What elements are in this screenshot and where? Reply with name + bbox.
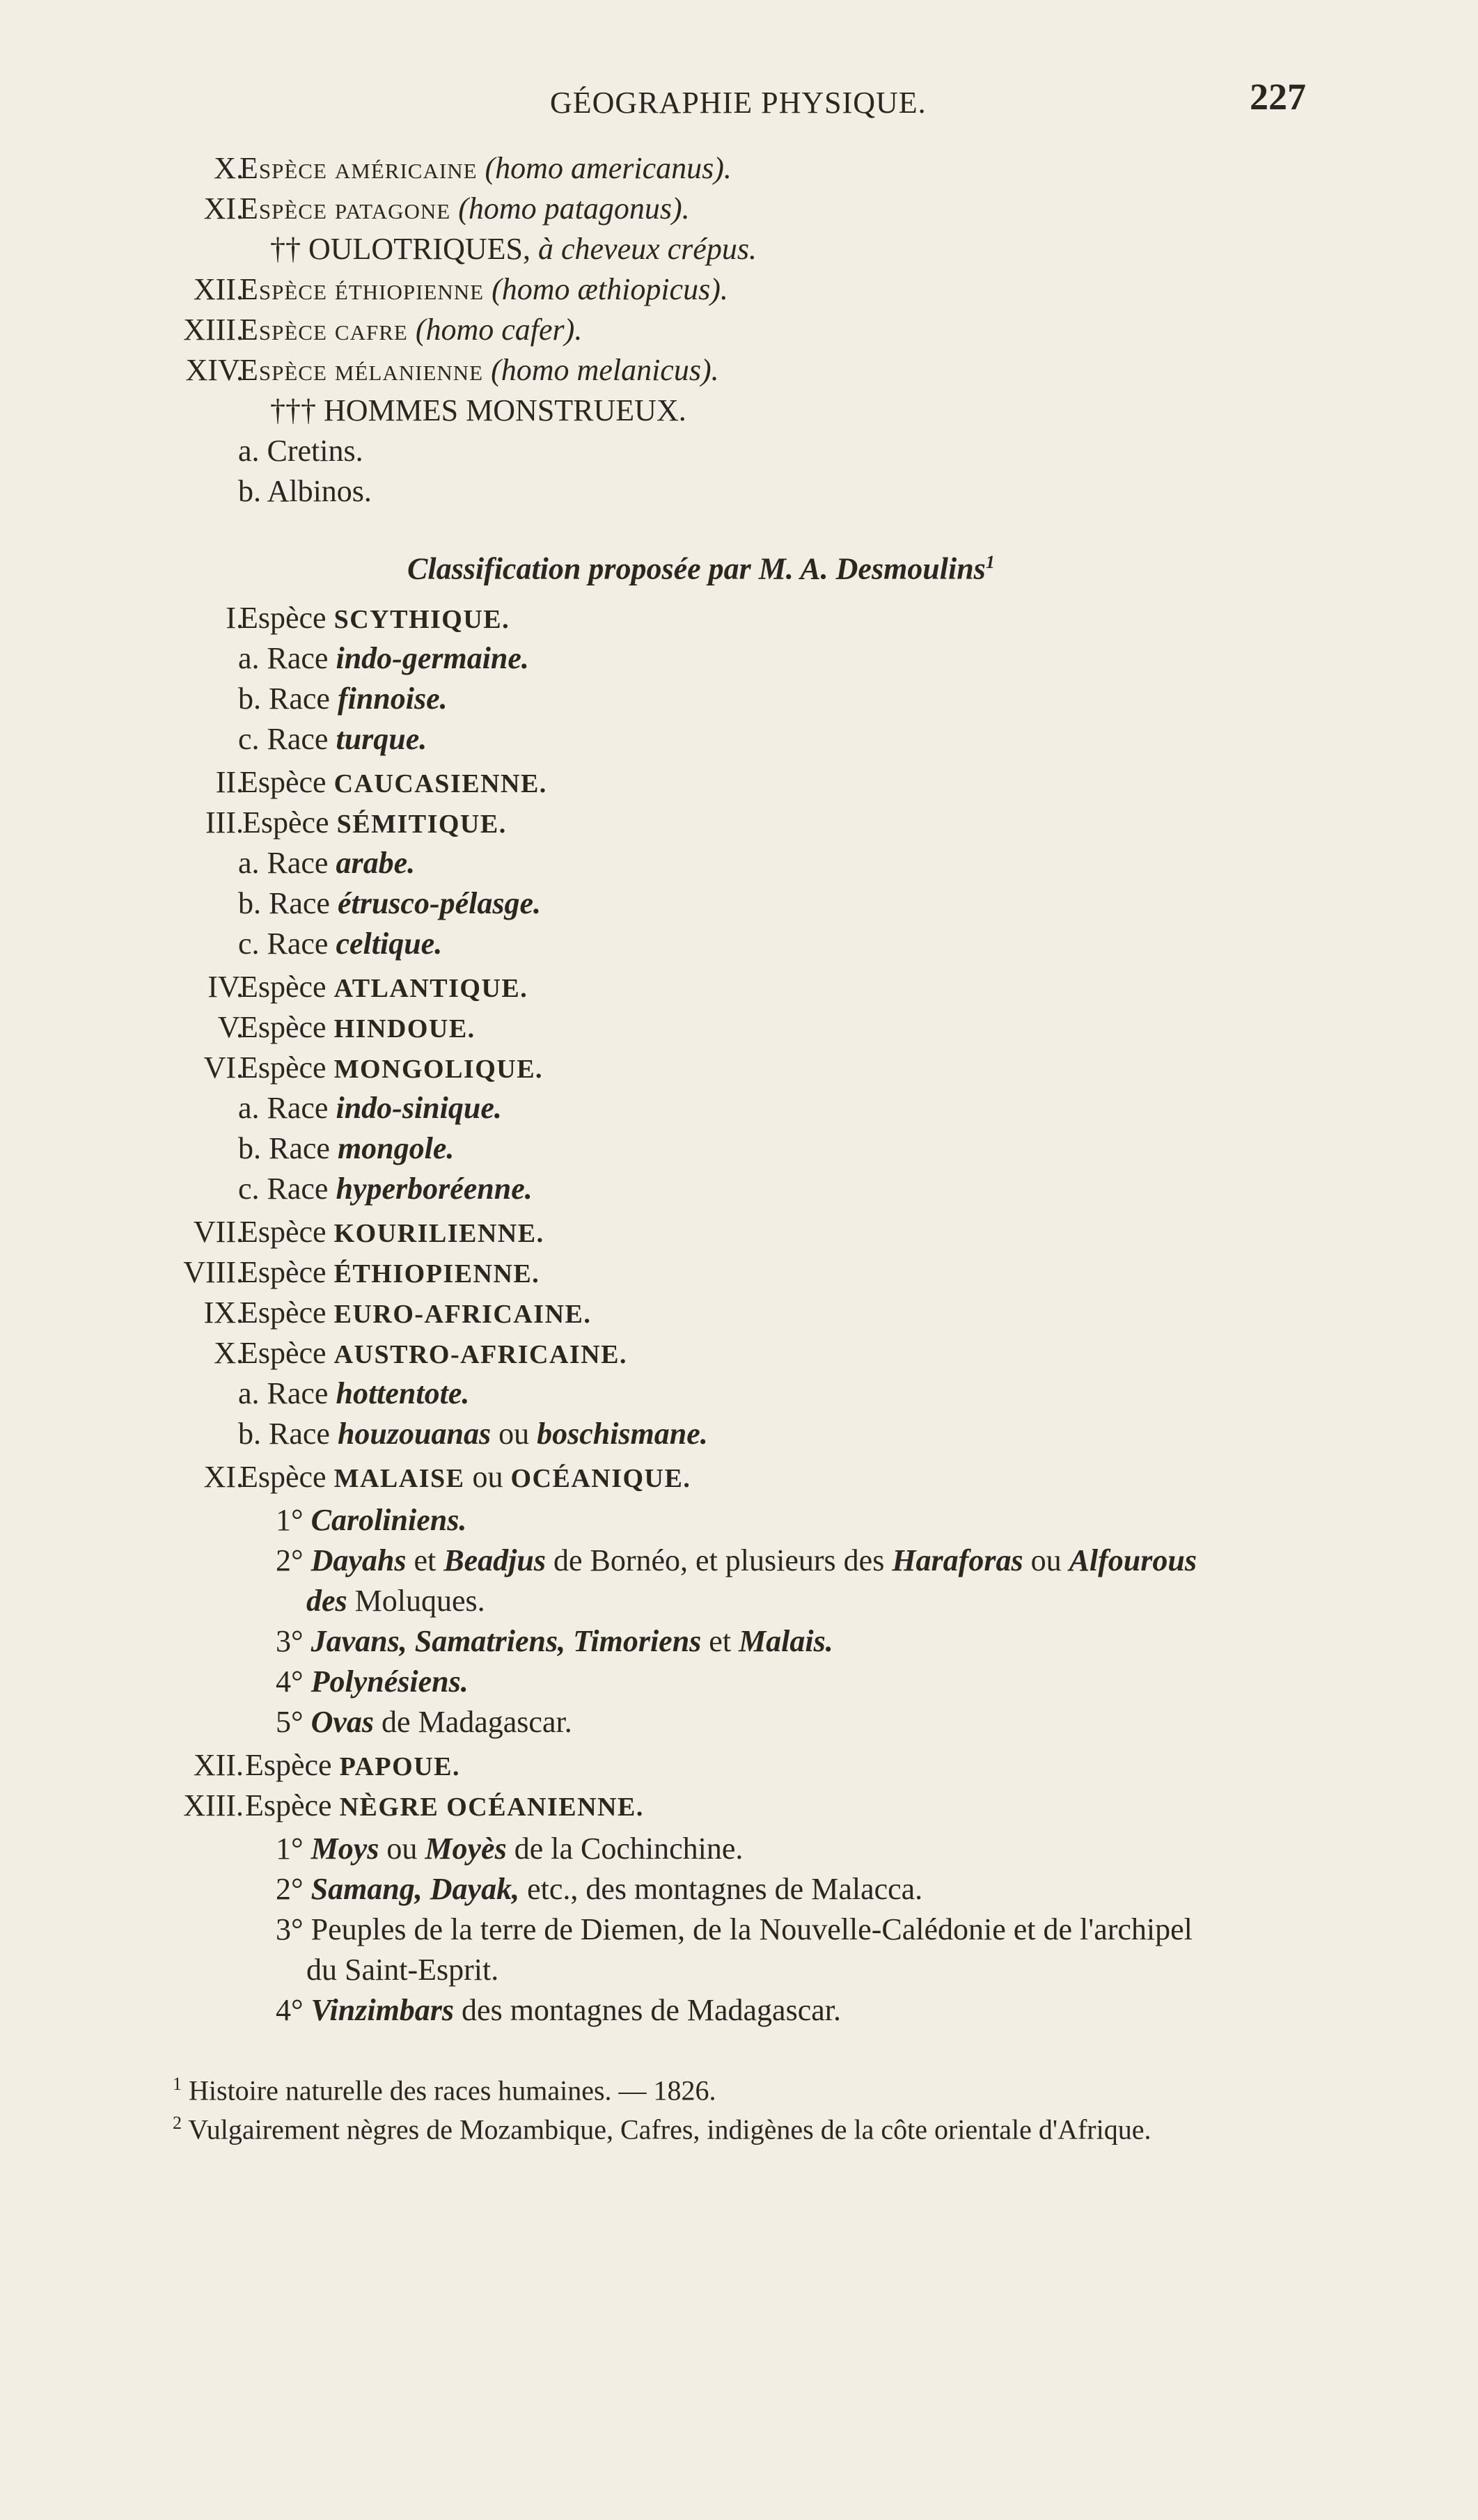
race-name: turque. bbox=[336, 722, 427, 756]
species-lead: Espèce bbox=[239, 1255, 327, 1289]
people-name: Vinzimbars bbox=[310, 1993, 455, 2027]
species-lead: Espèce bbox=[242, 805, 329, 840]
species-name: MALAISE bbox=[333, 1464, 465, 1493]
species-name: KOURILIENNE. bbox=[333, 1219, 544, 1248]
race-line bbox=[238, 679, 448, 718]
species-lead: Espèce bbox=[239, 1010, 327, 1044]
group-heading-monstrueux bbox=[270, 391, 686, 430]
people-line bbox=[276, 1829, 743, 1868]
race-line bbox=[238, 1089, 502, 1128]
footnote bbox=[173, 2104, 1151, 2149]
species-line bbox=[245, 1746, 460, 1786]
footnote-mark: 2 bbox=[173, 2113, 182, 2133]
race-name: indo-sinique. bbox=[336, 1091, 502, 1125]
species-lead: Espèce bbox=[239, 1215, 327, 1249]
text: du Saint-Esprit. bbox=[306, 1953, 499, 1987]
ordinal: 3° bbox=[276, 1912, 304, 1946]
people-name: Samang, Dayak, bbox=[310, 1872, 520, 1906]
ordinal: 2° bbox=[276, 1872, 304, 1906]
species-numeral: VII. bbox=[193, 1215, 244, 1249]
species-name: américaine bbox=[334, 151, 478, 185]
text: etc., des montagnes de Malacca. bbox=[527, 1872, 923, 1906]
species-lead: Espèce bbox=[239, 191, 327, 226]
running-header: GÉOGRAPHIE PHYSIQUE. bbox=[550, 86, 927, 120]
species-numeral: XI. bbox=[203, 1460, 244, 1494]
ordinal: 1° bbox=[276, 1503, 304, 1537]
species-line bbox=[239, 968, 528, 1008]
group-title: HOMMES MONSTRUEUX. bbox=[324, 393, 686, 427]
conjunction: ou bbox=[498, 1417, 530, 1451]
species-line bbox=[239, 763, 547, 803]
race-prefix: b. Race bbox=[238, 1131, 330, 1165]
species-line bbox=[239, 1253, 540, 1293]
species-name: NÈGRE OCÉANIENNE. bbox=[339, 1793, 644, 1822]
race-name: finnoise. bbox=[337, 682, 448, 716]
species-numeral: VIII. bbox=[183, 1255, 244, 1289]
people-line bbox=[276, 1910, 1193, 1949]
species-numeral: VI. bbox=[203, 1050, 244, 1085]
people-line bbox=[276, 1541, 1197, 1580]
people-name: Dayahs bbox=[310, 1543, 407, 1577]
dagger-mark: ††† bbox=[270, 393, 316, 427]
race-prefix: b. Race bbox=[238, 1417, 330, 1451]
species-line bbox=[239, 1048, 543, 1089]
species-name: HINDOUE. bbox=[333, 1014, 475, 1044]
ordinal: 5° bbox=[276, 1705, 304, 1739]
species-numeral: XII. bbox=[193, 272, 244, 306]
species-lead: Espèce bbox=[245, 1788, 332, 1822]
people-name: Polynésiens. bbox=[310, 1664, 469, 1699]
race-line bbox=[238, 1129, 454, 1168]
species-lead: Espèce bbox=[239, 1336, 327, 1370]
people-line bbox=[276, 1703, 572, 1742]
race-name: indo-germaine. bbox=[336, 641, 529, 675]
group-subtitle: à cheveux crépus. bbox=[537, 232, 757, 266]
race-line bbox=[238, 884, 541, 923]
race-prefix: b. Race bbox=[238, 682, 330, 716]
species-line bbox=[239, 1213, 544, 1253]
race-name: hottentote. bbox=[336, 1376, 470, 1410]
people-line bbox=[276, 1991, 841, 2030]
race-line bbox=[238, 639, 529, 678]
text: ou bbox=[386, 1832, 418, 1866]
species-name: patagone bbox=[334, 191, 451, 226]
race-name: celtique. bbox=[336, 927, 443, 961]
species-line bbox=[239, 351, 719, 390]
species-lead: Espèce bbox=[239, 970, 327, 1004]
species-lead: Espèce bbox=[239, 1296, 327, 1330]
race-line bbox=[238, 1170, 533, 1208]
race-name: boschismane. bbox=[537, 1417, 708, 1451]
species-numeral: XIII. bbox=[183, 313, 244, 347]
people-name: Moyès bbox=[425, 1832, 507, 1866]
species-lead: Espèce bbox=[239, 353, 327, 387]
species-lead: Espèce bbox=[239, 601, 327, 635]
race-line bbox=[238, 1415, 708, 1454]
species-latin: (homo melanicus). bbox=[491, 353, 719, 387]
race-prefix: a. Race bbox=[238, 1091, 329, 1125]
people-line bbox=[276, 1501, 466, 1540]
people-line bbox=[276, 1870, 922, 1909]
people-name: Haraforas bbox=[892, 1543, 1023, 1577]
text: et bbox=[709, 1624, 732, 1658]
species-lead: Espèce bbox=[239, 765, 327, 799]
species-numeral: III. bbox=[205, 805, 244, 840]
species-numeral: X. bbox=[214, 1336, 244, 1370]
text: ou bbox=[1030, 1543, 1062, 1577]
species-name: cafre bbox=[334, 313, 408, 347]
page-number: 227 bbox=[1250, 76, 1306, 118]
race-prefix: a. Race bbox=[238, 846, 329, 880]
species-name: EURO-AFRICAINE. bbox=[333, 1300, 592, 1329]
group-title: OULOTRIQUES, bbox=[308, 232, 530, 266]
species-line bbox=[245, 1786, 644, 1827]
ordinal: 1° bbox=[276, 1832, 304, 1866]
race-name: houzouanas bbox=[337, 1417, 492, 1451]
race-name: arabe. bbox=[336, 846, 416, 880]
species-numeral: IV. bbox=[207, 970, 244, 1004]
species-lead: Espèce bbox=[239, 272, 327, 306]
dagger-mark: †† bbox=[270, 232, 301, 266]
text: Moluques. bbox=[354, 1584, 485, 1618]
race-prefix: c. Race bbox=[238, 1172, 329, 1206]
ordinal: 2° bbox=[276, 1543, 304, 1577]
species-name: MONGOLIQUE. bbox=[333, 1055, 544, 1084]
species-line bbox=[239, 1008, 475, 1048]
species-line bbox=[239, 189, 690, 228]
race-line bbox=[238, 1374, 469, 1413]
people-name: Caroliniens. bbox=[310, 1503, 467, 1537]
species-numeral: XII. bbox=[193, 1748, 244, 1782]
race-prefix: c. Race bbox=[238, 927, 329, 961]
list-item: a. Cretins. bbox=[238, 434, 363, 468]
species-lead: Espèce bbox=[245, 1748, 332, 1782]
race-prefix: a. Race bbox=[238, 1376, 329, 1410]
race-prefix: c. Race bbox=[238, 722, 329, 756]
text: des montagnes de Madagascar. bbox=[462, 1993, 841, 2027]
species-name: éthiopienne bbox=[334, 272, 485, 306]
footnote-ref: 1 bbox=[985, 552, 995, 572]
ordinal: 4° bbox=[276, 1664, 304, 1699]
species-line bbox=[239, 149, 732, 188]
people-name: Moys bbox=[310, 1832, 379, 1866]
species-latin: (homo americanus). bbox=[485, 151, 732, 185]
species-name: ATLANTIQUE. bbox=[333, 974, 528, 1003]
species-name: SÉMITIQUE. bbox=[336, 810, 507, 839]
text: de la Cochinchine. bbox=[514, 1832, 744, 1866]
race-name: hyperboréenne. bbox=[336, 1172, 533, 1206]
footnote-text: Histoire naturelle des races humaines. — 1826. bbox=[189, 2074, 716, 2106]
race-prefix: b. Race bbox=[238, 886, 330, 920]
species-numeral: XI. bbox=[203, 191, 244, 226]
species-line bbox=[239, 1293, 591, 1334]
text: de Bornéo, et plusieurs des bbox=[553, 1543, 885, 1577]
ordinal: 4° bbox=[276, 1993, 304, 2027]
group-heading-oulotriques bbox=[270, 230, 757, 269]
people-line bbox=[276, 1662, 469, 1701]
people-name: des bbox=[306, 1584, 347, 1618]
text: et bbox=[414, 1543, 437, 1577]
species-name: mélanienne bbox=[334, 353, 484, 387]
species-name: AUSTRO-AFRICAINE. bbox=[333, 1340, 627, 1369]
species-latin: (homo æthiopicus). bbox=[492, 272, 728, 306]
species-line bbox=[239, 599, 510, 639]
people-line bbox=[276, 1622, 833, 1661]
race-name: mongole. bbox=[337, 1131, 455, 1165]
people-name: Beadjus bbox=[443, 1543, 546, 1577]
people-line-continuation bbox=[306, 1951, 498, 1990]
species-numeral: X. bbox=[214, 151, 244, 185]
conjunction: ou bbox=[472, 1460, 503, 1494]
species-latin: (homo cafer). bbox=[415, 313, 583, 347]
species-numeral: XIV. bbox=[185, 353, 244, 387]
species-numeral: V. bbox=[217, 1010, 244, 1044]
classification-text: Classification proposée par M. A. Desmoulins bbox=[407, 551, 986, 586]
race-line bbox=[238, 720, 427, 759]
species-numeral: I. bbox=[226, 601, 244, 635]
species-name: CAUCASIENNE. bbox=[333, 769, 547, 798]
race-prefix: a. Race bbox=[238, 641, 329, 675]
species-line bbox=[239, 1458, 691, 1498]
people-name: Ovas bbox=[310, 1705, 375, 1739]
race-line bbox=[238, 924, 442, 963]
species-line bbox=[239, 270, 728, 309]
species-name: SCYTHIQUE. bbox=[333, 605, 510, 634]
text: Peuples de la terre de Diemen, de la Nouvelle-Calédonie et de l'archipel bbox=[310, 1912, 1193, 1946]
species-line bbox=[242, 803, 507, 844]
people-name: Javans, Samatriens, Timoriens bbox=[310, 1624, 702, 1658]
species-line bbox=[239, 1334, 627, 1374]
species-line bbox=[239, 310, 582, 349]
race-name: étrusco-pélasge. bbox=[337, 886, 541, 920]
ordinal: 3° bbox=[276, 1624, 304, 1658]
species-numeral: IX. bbox=[203, 1296, 244, 1330]
species-numeral: II. bbox=[215, 765, 244, 799]
people-line-continuation bbox=[306, 1582, 485, 1621]
species-name: PAPOUE. bbox=[339, 1752, 460, 1781]
people-name: Alfourous bbox=[1069, 1543, 1197, 1577]
species-name: OCÉANIQUE. bbox=[510, 1464, 691, 1493]
list-item: b. Albinos. bbox=[238, 474, 372, 508]
species-lead: Espèce bbox=[239, 313, 327, 347]
species-lead: Espèce bbox=[239, 1460, 327, 1494]
species-numeral: XIII. bbox=[183, 1788, 244, 1822]
species-name: ÉTHIOPIENNE. bbox=[333, 1259, 540, 1289]
text: de Madagascar. bbox=[382, 1705, 572, 1739]
footnote-mark: 1 bbox=[173, 2074, 182, 2094]
species-latin: (homo patagonus). bbox=[458, 191, 690, 226]
species-lead: Espèce bbox=[239, 1050, 327, 1085]
species-lead: Espèce bbox=[239, 151, 327, 185]
people-name: Malais. bbox=[739, 1624, 833, 1658]
classification-heading bbox=[407, 543, 995, 589]
footnote-text: Vulgairement nègres de Mozambique, Cafres, indigènes de la côte orientale d'Afrique. bbox=[188, 2113, 1151, 2145]
race-line bbox=[238, 844, 415, 883]
